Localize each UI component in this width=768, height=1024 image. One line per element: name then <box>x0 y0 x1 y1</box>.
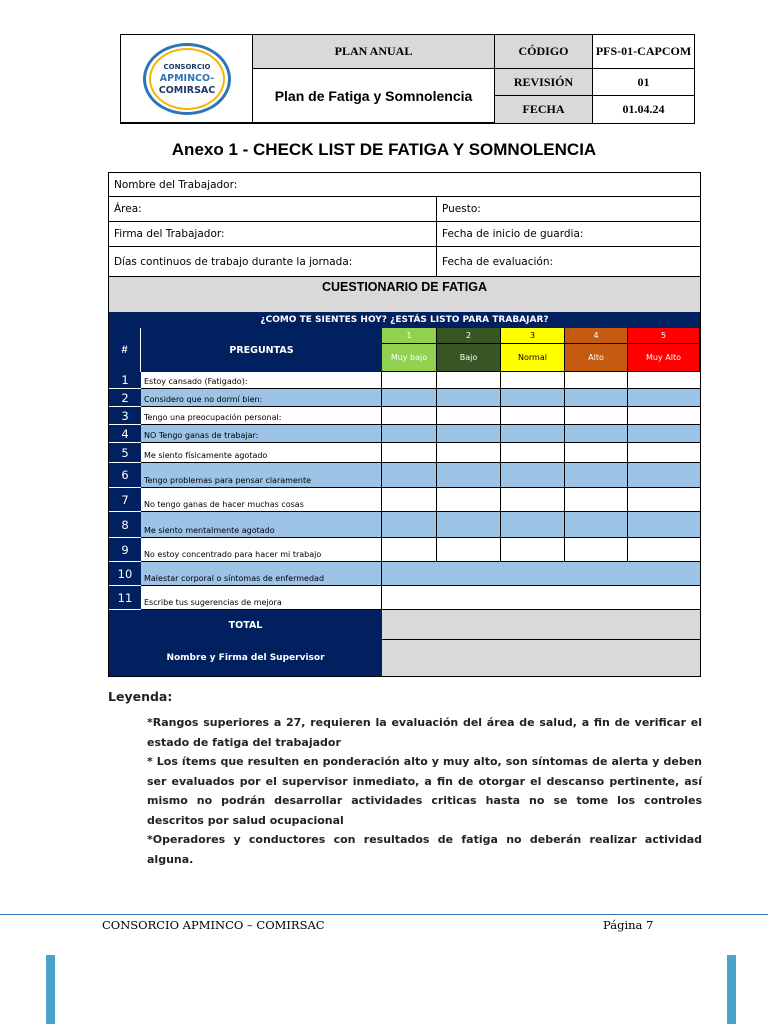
answer-cell-level-2[interactable] <box>437 512 501 538</box>
question-text: Estoy cansado (Fatigado): <box>141 372 382 389</box>
answer-cell-level-5[interactable] <box>628 389 700 407</box>
answer-cell-level-1[interactable] <box>382 512 437 538</box>
answer-cell-level-5[interactable] <box>628 372 700 389</box>
area-field[interactable]: Área: <box>109 197 437 222</box>
level-label-2: Bajo <box>437 344 501 372</box>
answer-cell-level-1[interactable] <box>382 463 437 488</box>
answer-cell-level-1[interactable] <box>382 425 437 443</box>
level-number-5: 5 <box>628 328 700 344</box>
answer-cell-level-5[interactable] <box>628 538 700 562</box>
answer-cell-level-5[interactable] <box>628 512 700 538</box>
answer-cell-level-3[interactable] <box>501 372 565 389</box>
answer-cell-level-1[interactable] <box>382 389 437 407</box>
fatigue-checklist-form <box>108 172 701 677</box>
footer-page-number: Página 7 <box>603 918 654 932</box>
document-title: Plan de Fatiga y Somnolencia <box>253 69 495 123</box>
answer-cell-level-3[interactable] <box>501 463 565 488</box>
date-label: FECHA <box>495 96 593 123</box>
question-text: No estoy concentrado para hacer mi trabajo <box>141 538 382 562</box>
level-number-2: 2 <box>437 328 501 344</box>
answer-cell-level-2[interactable] <box>437 372 501 389</box>
answer-cell-level-3[interactable] <box>501 538 565 562</box>
question-text: Escribe tus sugerencias de mejora <box>141 586 382 610</box>
left-margin-bar <box>46 955 55 1024</box>
level-label-3: Normal <box>501 344 565 372</box>
question-number: 8 <box>109 512 141 538</box>
question-text: Considero que no dormí bien: <box>141 389 382 407</box>
question-number: 1 <box>109 372 141 389</box>
legend-item: *Rangos superiores a 27, requieren la evaluación del área de salud, a fin de verificar el estado de fatiga del trabajador <box>147 716 702 749</box>
answer-cell-level-4[interactable] <box>565 443 628 463</box>
answer-cell-level-2[interactable] <box>437 425 501 443</box>
answer-cell-level-5[interactable] <box>628 425 700 443</box>
answer-cell-level-5[interactable] <box>628 463 700 488</box>
questionnaire-subtitle: ¿COMO TE SIENTES HOY? ¿ESTÁS LISTO PARA TRABAJAR? <box>109 312 700 328</box>
answer-cell-level-2[interactable] <box>437 443 501 463</box>
level-number-3: 3 <box>501 328 565 344</box>
answer-cell-level-4[interactable] <box>565 372 628 389</box>
company-logo: CONSORCIO APMINCO- COMIRSAC <box>121 35 253 123</box>
code-label: CÓDIGO <box>495 35 593 69</box>
answer-cell-level-3[interactable] <box>501 443 565 463</box>
total-value-cell <box>382 610 700 640</box>
answer-cell-level-2[interactable] <box>437 463 501 488</box>
question-number: 4 <box>109 425 141 443</box>
answer-cell-level-3[interactable] <box>501 407 565 425</box>
answer-cell-level-5[interactable] <box>628 407 700 425</box>
answer-field[interactable] <box>382 562 700 586</box>
question-number: 3 <box>109 407 141 425</box>
answer-cell-level-2[interactable] <box>437 389 501 407</box>
footer-company: CONSORCIO APMINCO – COMIRSAC <box>102 918 325 932</box>
continuous-days-field[interactable]: Días continuos de trabajo durante la jornada: <box>109 247 437 277</box>
plan-label: PLAN ANUAL <box>253 35 495 69</box>
legend-title: Leyenda: <box>108 689 173 704</box>
document-header <box>120 34 695 124</box>
answer-cell-level-2[interactable] <box>437 488 501 512</box>
worker-signature-field[interactable]: Firma del Trabajador: <box>109 222 437 247</box>
page-title: Anexo 1 - CHECK LIST DE FATIGA Y SOMNOLENCIA <box>171 140 597 159</box>
right-margin-bar <box>727 955 736 1024</box>
answer-cell-level-1[interactable] <box>382 538 437 562</box>
answer-cell-level-4[interactable] <box>565 425 628 443</box>
answer-cell-level-3[interactable] <box>501 425 565 443</box>
question-number: 2 <box>109 389 141 407</box>
answer-cell-level-3[interactable] <box>501 512 565 538</box>
question-number: 6 <box>109 463 141 488</box>
answer-cell-level-4[interactable] <box>565 512 628 538</box>
legend-item: * Los ítems que resulten en ponderación alto y muy alto, son síntomas de alerta y deben ser evaluados por el supervisor inmediato, a fin de otorgar el descanso pertinente, así mismo no podrán desarrollar actividades criticas hasta no se tome los controles descritos por salud ocupacional <box>147 755 702 827</box>
question-text: No tengo ganas de hacer muchas cosas <box>141 488 382 512</box>
code-value: PFS-01-CAPCOM <box>593 35 694 69</box>
answer-cell-level-1[interactable] <box>382 488 437 512</box>
question-text: Malestar corporal o síntomas de enfermedad <box>141 562 382 586</box>
answer-cell-level-4[interactable] <box>565 538 628 562</box>
level-label-1: Muy bajo <box>382 344 437 372</box>
answer-cell-level-1[interactable] <box>382 443 437 463</box>
answer-cell-level-5[interactable] <box>628 488 700 512</box>
question-text: Me siento físicamente agotado <box>141 443 382 463</box>
shift-start-field[interactable]: Fecha de inicio de guardia: <box>437 222 700 247</box>
date-value: 01.04.24 <box>622 102 665 116</box>
answer-cell-level-5[interactable] <box>628 443 700 463</box>
question-number: 11 <box>109 586 141 610</box>
revision-label: REVISIÓN <box>495 69 593 96</box>
footer-divider <box>0 914 768 915</box>
answer-field[interactable] <box>382 586 700 610</box>
level-number-4: 4 <box>565 328 628 344</box>
answer-cell-level-4[interactable] <box>565 463 628 488</box>
position-field[interactable]: Puesto: <box>437 197 700 222</box>
question-text: Tengo una preocupación personal: <box>141 407 382 425</box>
question-number: 9 <box>109 538 141 562</box>
answer-cell-level-4[interactable] <box>565 488 628 512</box>
question-number: 5 <box>109 443 141 463</box>
level-number-1: 1 <box>382 328 437 344</box>
questions-column-header: PREGUNTAS <box>141 328 382 372</box>
number-column-header: # <box>109 328 141 372</box>
supervisor-signature-cell[interactable] <box>382 640 700 676</box>
answer-cell-level-1[interactable] <box>382 372 437 389</box>
answer-cell-level-1[interactable] <box>382 407 437 425</box>
answer-cell-level-4[interactable] <box>565 389 628 407</box>
answer-cell-level-2[interactable] <box>437 538 501 562</box>
answer-cell-level-2[interactable] <box>437 407 501 425</box>
answer-cell-level-3[interactable] <box>501 389 565 407</box>
revision-value: 01 <box>593 69 694 96</box>
question-number: 7 <box>109 488 141 512</box>
question-text: Me siento mentalmente agotado <box>141 512 382 538</box>
question-text: Tengo problemas para pensar claramente <box>141 463 382 488</box>
level-label-4: Alto <box>565 344 628 372</box>
evaluation-date-field[interactable]: Fecha de evaluación: <box>437 247 700 277</box>
answer-cell-level-3[interactable] <box>501 488 565 512</box>
questionnaire-title: CUESTIONARIO DE FATIGA <box>109 277 700 312</box>
legend-item: *Operadores y conductores con resultados de fatiga no deberán realizar actividad alguna. <box>147 833 702 866</box>
level-label-5: Muy Alto <box>628 344 700 372</box>
total-label: TOTAL <box>109 610 382 640</box>
question-text: NO Tengo ganas de trabajar: <box>141 425 382 443</box>
worker-name-field[interactable]: Nombre del Trabajador: <box>109 173 700 197</box>
supervisor-label: Nombre y Firma del Supervisor <box>109 640 382 676</box>
answer-cell-level-4[interactable] <box>565 407 628 425</box>
question-number: 10 <box>109 562 141 586</box>
legend-body <box>147 713 702 869</box>
